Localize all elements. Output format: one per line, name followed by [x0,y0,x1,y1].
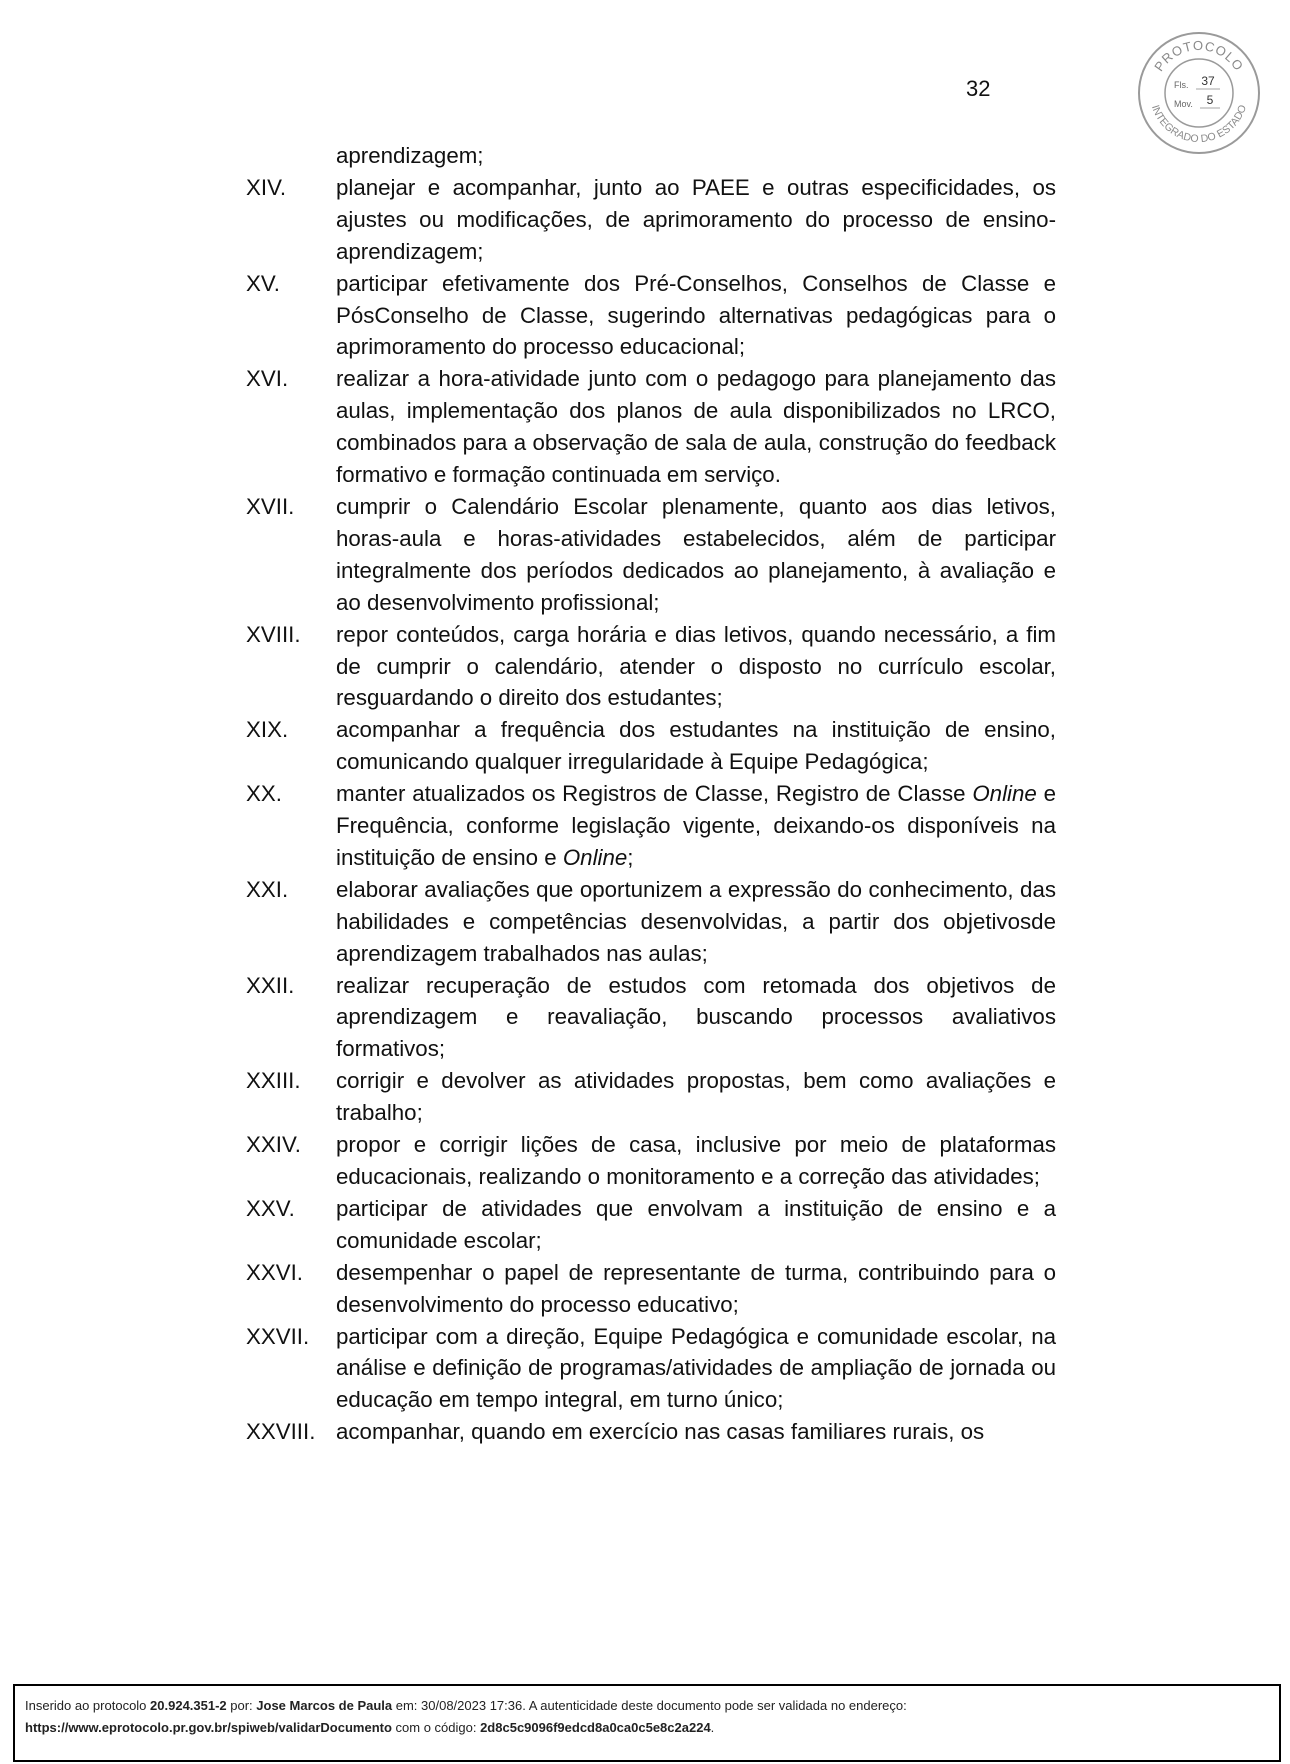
item-text: repor conteúdos, carga horária e dias letivos, quando necessário, a fim de cumprir o calendário, atender o disposto no currículo escolar, resguardando o direito dos estudantes; [336,621,1056,711]
footer-validation-code: 2d8c5c9096f9edcd8a0ca0c5e8c2a224 [480,1720,711,1735]
item-number: XIX. [246,717,289,743]
protocol-footer [13,1684,1281,1762]
item-text [336,778,1056,874]
item-number: XX. [246,781,282,807]
stamp-fls-label: Fls. [1174,80,1189,90]
italic-term: Online [562,844,628,870]
article-list [246,172,1056,1448]
item-text: propor e corrigir lições de casa, inclusive por meio de plataformas educacionais, realizando o monitoramento e a correção das atividades; [336,1132,1056,1189]
list-item [246,268,1056,364]
list-item [246,363,1056,491]
item-number: XVIII. [246,621,301,647]
item-text: participar de atividades que envolvam a instituição de ensino e a comunidade escolar; [336,1195,1056,1253]
item-number: XXVI. [246,1259,304,1285]
list-item [246,619,1056,715]
footer-prefix: Inserido ao protocolo [25,1698,151,1713]
item-number: XVI. [246,366,289,392]
item-text: desempenhar o papel de representante de turma, contribuindo para o desenvolvimento do processo educativo; [336,1259,1056,1317]
protocol-stamp [1136,30,1262,156]
item-number: XXV. [246,1195,295,1221]
list-item [246,1257,1056,1321]
list-item [246,172,1056,268]
list-item [246,1321,1056,1417]
footer-end: . [710,1720,715,1735]
continuation-text: aprendizagem; [336,143,484,168]
item-text: acompanhar, quando em exercício nas casas familiares rurais, os [336,1419,985,1445]
stamp-fls-value: 37 [1201,74,1215,88]
footer-protocol-number: 20.924.351-2 [150,1698,227,1713]
item-number: XXIII. [246,1068,301,1094]
item-text: realizar recuperação de estudos com retomada dos objetivos de aprendizagem e reavaliação, buscando processos avaliativos formativos; [336,972,1056,1062]
item-number: XXI. [246,876,289,902]
item-number: XXIV. [246,1132,301,1158]
footer-code-label: com o código: [391,1720,481,1735]
list-item [246,874,1056,970]
item-text: participar com a direção, Equipe Pedagógica e comunidade escolar, na análise e definição de programas/atividades de ampliação de jornada ou educação em tempo integral, em turno único; [336,1323,1056,1413]
italic-term: Online [972,781,1037,807]
stamp-mov-label: Mov. [1174,99,1193,109]
footer-validation-url[interactable]: https://www.eprotocolo.pr.gov.br/spiweb/validarDocumento [25,1720,392,1735]
list-item [246,1065,1056,1129]
list-item [246,778,1056,874]
list-item [246,1193,1056,1257]
page-number: 32 [966,76,991,101]
item-text: corrigir e devolver as atividades propostas, bem como avaliações e trabalho; [336,1068,1056,1126]
item-number: XIV. [246,174,287,200]
item-number: XXVIII. [246,1419,316,1445]
footer-line-2 [25,1717,1269,1739]
item-number: XXII. [246,972,295,998]
text-fragment: e Frequência, conforme legislação vigente, deixando-os disponíveis na instituição de ensino e [336,781,1056,870]
item-text: realizar a hora-atividade junto com o pedagogo para planejamento das aulas, implementação dos planos de aula disponibilizados no LRCO, combinados para a observação de sala de aula, construção do feedback formativo e formação continuada em serviço. [336,366,1056,488]
item-text: elaborar avaliações que oportunizem a expressão do conhecimento, das habilidades e competências desenvolvidas, a partir dos objetivosde aprendizagem trabalhados nas aulas; [336,876,1056,966]
list-item [246,1416,1056,1448]
list-item [246,1129,1056,1193]
item-text: cumprir o Calendário Escolar plenamente, quanto aos dias letivos, horas-aula e horas-atividades estabelecidos, além de participar integralmente dos períodos dedicados ao planejamento, à avaliação e ao desenvolvimento profissional; [336,493,1056,615]
text-fragment: ; [627,844,634,870]
document-body [246,140,1056,1448]
item-text: planejar e acompanhar, junto ao PAEE e outras especificidades, os ajustes ou modificações, de aprimoramento do processo de ensino- aprendizagem; [336,174,1056,264]
stamp-bottom-text: INTEGRADO DO ESTADO [1148,103,1250,146]
item-number: XVII. [246,493,295,519]
item-text: acompanhar a frequência dos estudantes na instituição de ensino, comunicando qualquer irregularidade à Equipe Pedagógica; [336,717,1056,775]
text-fragment: manter atualizados os Registros de Classe, Registro de Classe [336,781,973,807]
item-number: XV. [246,270,280,296]
item-number: XXVII. [246,1323,310,1349]
footer-by: por: [226,1698,257,1713]
stamp-top-text: PROTOCOLO [1151,37,1247,74]
list-item [246,970,1056,1066]
item-text: participar efetivamente dos Pré-Conselhos, Conselhos de Classe e PósConselho de Classe, sugerindo alternativas pedagógicas para o aprimoramento do processo educacional; [336,270,1056,360]
list-item [246,714,1056,778]
footer-when: em: 30/08/2023 17:36. A autenticidade deste documento pode ser validada no endereço: [392,1698,907,1713]
list-item [246,491,1056,619]
stamp-mov-value: 5 [1206,93,1214,107]
svg-text:INTEGRADO DO ESTADO [1149,103,1249,145]
footer-author: Jose Marcos de Paula [256,1698,393,1713]
footer-line-1 [25,1695,1269,1717]
